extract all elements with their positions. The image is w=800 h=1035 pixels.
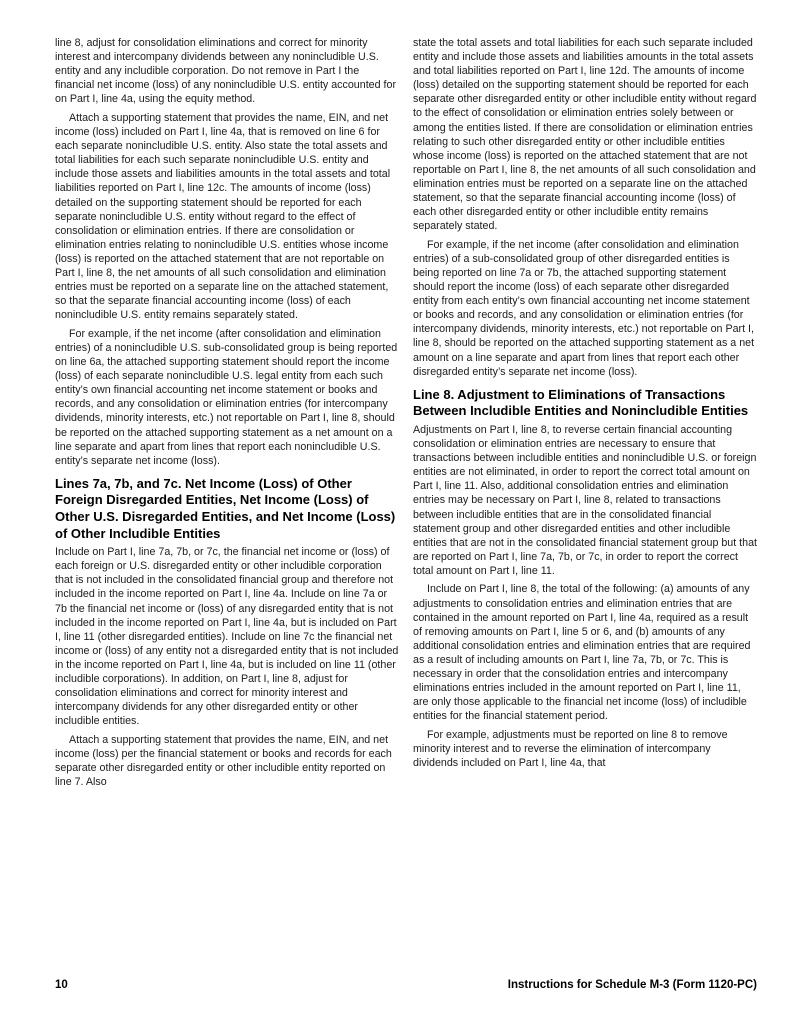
paragraph: Include on Part I, line 7a, 7b, or 7c, the financial net income or (loss) of each foreign or U.S. disregarded entity or other includible corporation that is not included in the consolidated financial group and therefore not included in the income reported on Part I, line 4a. Include on line 7a or 7b the financial net income or (loss) of any disregarded entity that is not included in the income reported on Part I, line 4a, but is included on Part I, line 11 (other disregarded entities). Include on line 7c the financial net income or (loss) of any entity not a disregarded entity that is not included in the income reported on Part I, line 4a, but is included on line 11 (other includible corporations). In addition, on Part I, line 8, adjust for consolidation eliminations and correct for minority interest and intercompany dividends for any other disregarded entity or other includible entities. <box>55 546 399 728</box>
right-column <box>413 36 757 794</box>
page-number: 10 <box>55 979 68 991</box>
paragraph: Attach a supporting statement that provides the name, EIN, and net income (loss) per the financial statement or books and records for each separate other disregarded entity or other includible entity reported on line 7. Also <box>55 733 392 789</box>
paragraph: Include on Part I, line 8, the total of the following: (a) amounts of any adjustments to consolidation entries and elimination entries that are contained in the amount reported on Part I, line 4a, required as a result of removing amounts on Part I, line 5 or 6, and (b) amounts of any additional consolidation entries and elimination entries that are required as a result of including amounts on Part I, line 7a, 7b, or 7c. This is necessary in order that the consolidation entries and intercompany eliminations entries included in the amount reported on Part I, line 11, are only those applicable to the financial net income (loss) of includible entities for the financial statement period. <box>413 583 751 723</box>
section-heading: Line 8. Adjustment to Eliminations of Transactions Between Includible Entities and Nonincludible Entities <box>413 386 749 419</box>
two-column-text-area <box>55 36 757 794</box>
left-column <box>55 36 399 794</box>
footer-document-title: Instructions for Schedule M-3 (Form 1120-PC) <box>507 979 757 991</box>
paragraph: For example, adjustments must be reported on line 8 to remove minority interest and to reverse the elimination of intercompany dividends included on Part I, line 4a, that <box>413 728 728 770</box>
paragraph: line 8, adjust for consolidation eliminations and correct for minority interest and intercompany dividends between any nonincludible U.S. entity and any includible corporation. Do not remove in Part I the financial net income (loss) of any nonincludible U.S. entity accounted for on Part I, line 4a, using the equity method. <box>55 37 396 106</box>
paragraph: Adjustments on Part I, line 8, to reverse certain financial accounting consolidation or elimination entries are necessary to ensure that transactions between includible entities and nonincludible U.S. or foreign entities are not eliminated, in order to report the correct total amount on Part I, line 11. Also, additional consolidation entries and elimination entries may be necessary on Part I, line 8, related to transactions between includible entities that are in the consolidated financial statement group and other disregarded entities and other includible entities that are not in the consolidated financial statement group but that are reported on Part I, line 7a, 7b, or 7c, in order to report the correct total amount on Part I, line 11. <box>413 423 758 577</box>
paragraph: For example, if the net income (after consolidation and elimination entries) of a sub-consolidated group of other disregarded entities is being reported on line 7a or 7b, the attached supporting statement should report the income (loss) of each separate other disregarded entity from each entity’s own financial accounting net income statement or books and records, and any consolidation or elimination entries (for intercompany dividends, minority interests, etc.) not reportable on Part I, line 8, should be reported on the attached supporting statement as a net amount on a line separate and apart from lines that report each other disregarded entity’s separate net income (loss). <box>413 238 755 378</box>
section-heading: Lines 7a, 7b, and 7c. Net Income (Loss) of Other Foreign Disregarded Entities, Net Income (Loss) of Other U.S. Disregarded Entities, and Net Income (Loss) of Other Includible Entities <box>55 475 396 541</box>
paragraph: state the total assets and total liabilities for each such separate included entity and include those assets and liabilities amounts in the total assets and total liabilities reported on Part I, line 12d. The amounts of income (loss) detailed on the supporting statement should be reported for each separate other disregarded entity or other includible entity without regard to the effect of consolidation or elimination entries solely between or among the entities listed. If there are consolidation or elimination entries relating to such other disregarded entity or other includible entities whose income (loss) is reported on the attached statement that are not reportable on Part I, line 8, the net amounts of all such consolidation and elimination entries must be reported on a separate line on the attached statement, so that the separate financial accounting income (loss) of each other disregarded entity or other includible entity remains separately stated. <box>413 37 757 233</box>
page-footer <box>55 979 757 991</box>
paragraph: For example, if the net income (after consolidation and elimination entries) of a nonincludible U.S. sub-consolidated group is being reported on line 6a, the attached supporting statement should report the income (loss) of each separate nonincludible U.S. legal entity from each such entity’s own financial accounting net income statement or books and records, and any consolidation or elimination entries (for intercompany dividends, minority interests, etc.) not reportable on Part I, line 8, should be reported on the attached supporting statement as a net amount on a line separate and apart from lines that report each nonincludible U.S. entity’s separate net income (loss). <box>55 327 398 467</box>
paragraph: Attach a supporting statement that provides the name, EIN, and net income (loss) included on Part I, line 4a, that is removed on line 6 for each separate nonincludible U.S. entity. Also state the total assets and total liabilities for each such separate nonincludible U.S. entity and include those assets and liabilities amounts in the total assets and total liabilities reported on Part I, line 12c. The amounts of income (loss) detailed on the supporting statement should be reported for each separate nonincludible U.S. entity without regard to the effect of consolidation or elimination entries. If there are consolidation or elimination entries relating to nonincludible U.S. entities whose income (loss) is reported on the attached statement that are not reportable on Part I, line 8, the net amounts of all such consolidation and elimination entries must be reported on a separate line on the attached statement, so that the separate financial accounting income (loss) of each nonincludible U.S. entity remains separately stated. <box>55 111 391 322</box>
